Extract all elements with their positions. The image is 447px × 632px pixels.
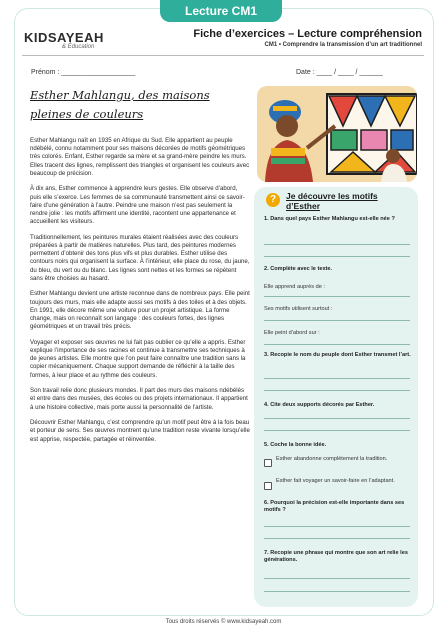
questions-title: Je découvre les motifs d’Esther: [286, 191, 378, 211]
name-field[interactable]: Prénom : ___________________: [31, 69, 136, 76]
answer-line[interactable]: [264, 578, 410, 579]
question-3: 3. Recopie le nom du peuple dont Esther transmet l’art.: [264, 352, 411, 358]
checkbox-option-1-label: Esther abandonne complètement la tradition.: [276, 456, 388, 462]
question-1: 1. Dans quel pays Esther Mahlangu est-elle née ?: [264, 216, 395, 222]
question-6: 6. Pourquoi la précision est-elle importante dans ses motifs ?: [264, 500, 405, 513]
question-2-prompt-b: Ses motifs utilisent surtout :: [264, 306, 333, 312]
answer-line[interactable]: [264, 538, 410, 539]
checkbox-option-1[interactable]: [264, 459, 272, 467]
answer-line[interactable]: [264, 418, 410, 419]
story-text: [30, 137, 250, 451]
question-4: 4. Cite deux supports décorés par Esther.: [264, 402, 375, 408]
answer-line[interactable]: [264, 256, 410, 257]
logo-text: KIDSAYEAH: [24, 30, 104, 45]
story-illustration: [257, 86, 417, 182]
story-paragraph: Esther Mahlangu naît en 1935 en Afrique du Sud. Elle appartient au peuple ndébélé, connu notamment pour ses maisons décorées de motifs géométriques très colorés. Enfant, Esther regarde sa mère et sa grand-mère peindre les murs. Elles tracent des lignes, remplissent des triangles et organisent les couleurs avec beaucoup de précision.: [30, 137, 250, 177]
question-7: 7. Recopie une phrase qui montre que son art relie les générations.: [264, 550, 408, 563]
story-paragraph: Son travail relie donc plusieurs mondes. Il part des murs des maisons ndébélés et entre dans des musées, des écoles ou des projets internationaux. Il appartient à une histoire collective, mais porte aussi la personnalité de l’artiste.: [30, 387, 248, 411]
question-2: 2. Complète avec le texte.: [264, 266, 333, 272]
answer-line[interactable]: [264, 526, 410, 527]
story-paragraph: Traditionnellement, les peintures murales étaient réalisées avec des couleurs préparées à partir de matières naturelles. Plus tard, des peintures modernes permettent d’obtenir des tons plus vifs et plus durables. Esther utilise des contours noirs qui organisent la surface. À l’intérieur, elle place du rose, du jaune, du bleu, du vert ou du blanc. Les lignes sont nettes et les formes se répètent sans être choisies au hasard.: [30, 233, 250, 282]
worksheet-subtitle: CM1 • Comprendre la transmission d’un art traditionnel: [264, 42, 422, 48]
answer-line[interactable]: [264, 244, 410, 245]
question-2-prompt-a: Elle apprend auprès de :: [264, 284, 325, 290]
date-field[interactable]: Date : ____ / ____ / ______: [296, 69, 383, 76]
checkbox-option-2-label: Esther fait voyager un savoir-faire en l’adaptant.: [276, 478, 395, 484]
answer-line[interactable]: [264, 378, 410, 379]
answer-line[interactable]: [264, 320, 410, 321]
story-title: Esther Mahlangu, des maisons pleines de couleurs: [30, 88, 210, 121]
question-5: 5. Coche la bonne idée.: [264, 442, 327, 448]
question-2-prompt-c: Elle peint d’abord sur :: [264, 330, 320, 336]
answer-line[interactable]: [264, 390, 410, 391]
answer-line[interactable]: [264, 430, 410, 431]
logo-sub: & Éducation: [62, 44, 95, 50]
story-paragraph: Voyager et exposer ses œuvres ne lui fait pas oublier ce qu’elle a appris. Esther explique l’importance de ses racines et continue à transmettre ses techniques à de jeunes artistes. Elle montre que l’on peut faire connaître une tradition sans la copier mécaniquement. Chaque support demande de réfléchir à la taille des formes, à leur place et au rythme des couleurs.: [30, 338, 246, 379]
answer-line[interactable]: [264, 344, 410, 345]
answer-line[interactable]: [264, 296, 410, 297]
question-mark-icon: ?: [266, 193, 280, 207]
story-paragraph: À dix ans, Esther commence à apprendre leurs gestes. Elle observe d’abord, puis elle s’exerce. Les femmes de sa communauté transmettent ainsi ce savoir-faire d’une génération à l’autre. Peindre une maison n’est pas seulement la rendre jolie : les motifs affirment une identité, racontent une appartenance et accueillent les visiteurs.: [30, 185, 245, 226]
logo: [24, 30, 122, 64]
answer-line[interactable]: [264, 591, 410, 592]
level-tag: Lecture CM1: [160, 0, 282, 22]
story-paragraph: Découvrir Esther Mahlangu, c’est comprendre qu’un motif peut être à la fois beau et porteur de sens. Ses œuvres montrent qu’une tradition reste vivante lorsqu’elle est apprise, respectée, partagée et réinventée.: [30, 419, 250, 443]
header-divider: [22, 55, 424, 56]
worksheet-title: Fiche d’exercices – Lecture compréhension: [193, 28, 422, 40]
footer-copyright: Tous droits réservés © www.kidsayeah.com: [165, 619, 282, 625]
questions-panel: [254, 187, 418, 607]
checkbox-option-2[interactable]: [264, 482, 272, 490]
story-paragraph: Esther Mahlangu devient une artiste reconnue dans de nombreux pays. Elle peint toujours des murs, mais elle adapte aussi ses motifs à des toiles et à des objets. En 1991, elle décore même une voiture pour un projet artistique. La forme change, mais on reconnaît son langage : des couleurs fortes, des lignes géométriques et un travail très précis.: [30, 290, 250, 331]
